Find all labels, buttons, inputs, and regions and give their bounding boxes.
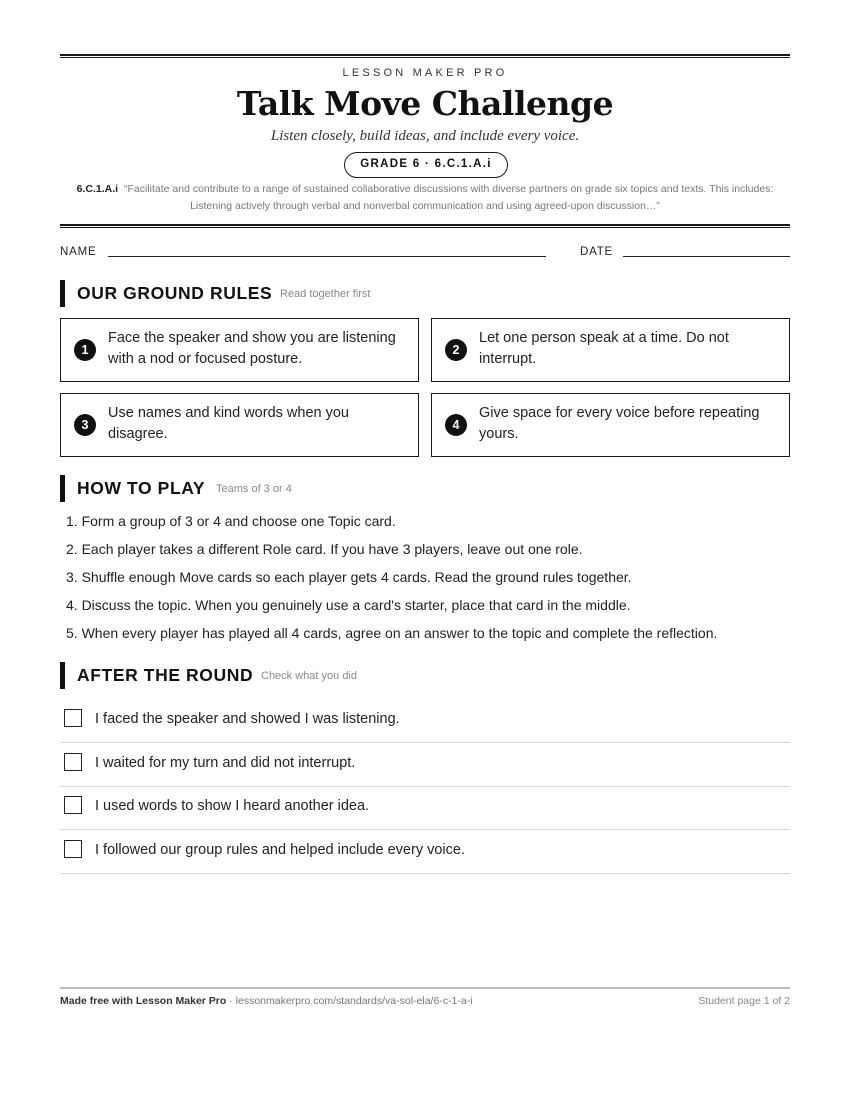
section-title: AFTER THE ROUND [77,665,254,685]
footer-made-with: Made free with Lesson Maker Pro [60,995,227,1007]
checklist-item [60,786,790,830]
instructions-list [66,512,790,652]
rule-text: Face the speaker and show you are listening with a nod or focused posture. [108,330,396,367]
after-round-header [60,662,790,689]
checklist-item-label: I waited for my turn and did not interrupt. [95,755,356,771]
date-label: DATE [580,246,614,258]
page-title: Talk Move Challenge [236,84,614,123]
footer-rule [60,987,790,989]
section-marker [60,475,65,502]
checkbox[interactable] [64,753,82,771]
section-title: OUR GROUND RULES [77,283,273,303]
rule-number-badge: 1 [74,339,96,361]
grade-badge: GRADE 6 · 6.C.1.A.i [344,152,508,178]
rule-text: Give space for every voice before repeating yours. [479,405,760,442]
footer-credit [60,995,473,1007]
header-bottom-rule [60,224,790,228]
rule-number-badge: 4 [445,414,467,436]
page-number: Student page 1 of 2 [698,995,790,1007]
name-field[interactable] [108,256,546,257]
instruction-step: 2. Each player takes a different Role card. If you have 3 players, leave out one role. [66,541,583,557]
ground-rules-header [60,280,790,307]
how-to-play-header [60,475,790,502]
standard-text: “Facilitate and contribute to a range of sustained collaborative discussions with diverse partners on grade six topics and texts. This includes: Listening actively through verbal and nonverbal communication and using agreed-upon discussion…” [123,183,774,212]
checkbox[interactable] [64,709,82,727]
checklist-item-label: I followed our group rules and helped include every voice. [95,842,465,858]
page-subtitle: Listen closely, build ideas, and include every voice. [270,128,580,144]
name-label: NAME [60,246,97,258]
ground-rule-card [60,393,419,457]
ground-rule-card [431,393,790,457]
standard-description [60,181,790,215]
checklist-item [60,743,790,787]
instruction-step: 5. When every player has played all 4 cards, agree on an answer to the topic and complete the reflection. [66,625,718,641]
ground-rule-card [431,318,790,382]
rule-number-badge: 2 [445,339,467,361]
rule-text: Use names and kind words when you disagree. [108,405,349,442]
brand-name: LESSON MAKER PRO [342,67,508,79]
rule-number-badge: 3 [74,414,96,436]
section-title: HOW TO PLAY [77,478,206,498]
section-note: Read together first [280,288,371,300]
header-top-rule [60,54,790,58]
instruction-step: 1. Form a group of 3 or 4 and choose one Topic card. [66,513,396,529]
instruction-step: 4. Discuss the topic. When you genuinely use a card's starter, place that card in the middle. [66,597,631,613]
instruction-step: 3. Shuffle enough Move cards so each player gets 4 cards. Read the ground rules together. [66,569,632,585]
section-note: Check what you did [261,670,357,682]
checklist-item-label: I faced the speaker and showed I was listening. [95,711,400,727]
checkbox[interactable] [64,840,82,858]
date-field[interactable] [623,256,790,257]
rule-text: Let one person speak at a time. Do not interrupt. [479,330,729,367]
name-date-row [60,244,790,260]
section-marker [60,280,65,307]
worksheet-page [60,0,790,1100]
section-marker [60,662,65,689]
checkbox[interactable] [64,796,82,814]
section-note: Teams of 3 or 4 [216,483,292,495]
checklist-item [60,699,790,743]
standard-code: 6.C.1.A.i [76,183,119,195]
footer-url[interactable]: · lessonmakerpro.com/standards/va-sol-ela/6-c-1-a-i [226,995,473,1007]
ground-rule-card [60,318,419,382]
checklist-item [60,830,790,874]
checklist-item-label: I used words to show I heard another idea. [95,798,370,814]
